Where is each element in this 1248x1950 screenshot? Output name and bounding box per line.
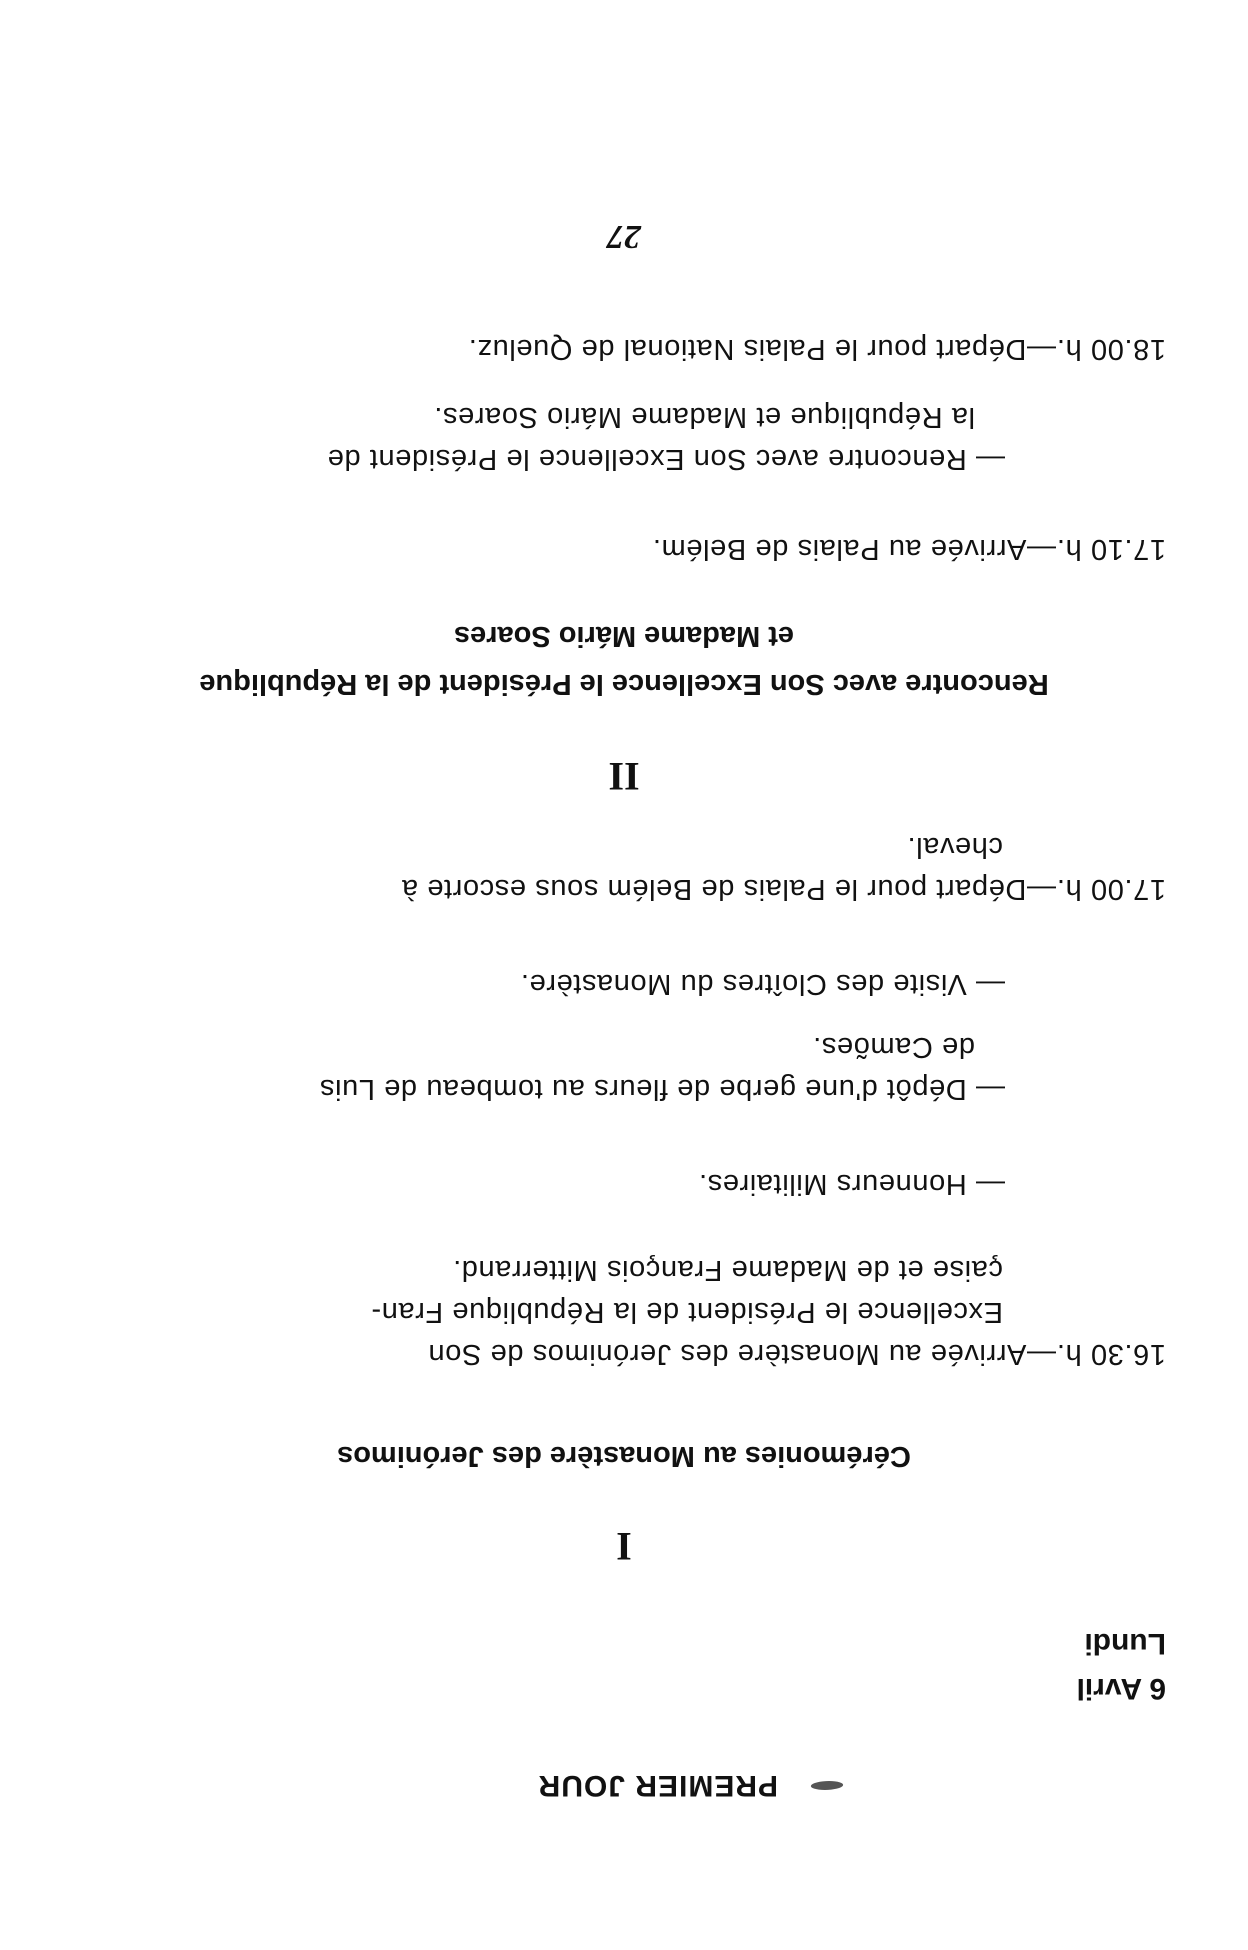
list-item [65, 1026, 1005, 1110]
entry-text: Départ pour le Palais National de Queluz. [468, 333, 1027, 365]
section-1-numeral: I [616, 1524, 632, 1569]
list-item [65, 1163, 1005, 1205]
date-label: 6 Avril [1076, 1672, 1166, 1705]
entry-dash: — [1026, 1338, 1056, 1370]
list-item-text: — Rencontre avec Son Excellence le Président de [327, 443, 1005, 475]
weekday-label: Lundi [1084, 1627, 1166, 1660]
entry-text: cheval. [906, 831, 1003, 863]
list-item-text: la République et Madame Mário Soares. [433, 401, 975, 433]
section-2-title: Rencontre avec Son Excellence le Président de la République [199, 668, 1049, 700]
entry-time: 16.30 h. [1056, 1338, 1166, 1370]
list-item-text: — Honneurs Militaires. [698, 1168, 1005, 1200]
entry-dash: — [1026, 873, 1056, 905]
entry-text: Arrivée au Palais de Belém. [652, 533, 1027, 565]
section-2-subtitle: et Madame Mário Soares [453, 620, 795, 652]
entry-text: çaise et de Madame François Mitterrand. [452, 1254, 1003, 1286]
list-item-text: de Camões. [812, 1031, 975, 1063]
entry-text: Excellence le Président de la République Fran- [370, 1296, 1003, 1328]
entry-dash: — [1026, 333, 1056, 365]
page-number: 27 [607, 218, 641, 255]
ink-mark [809, 1781, 845, 1790]
entry-time: 18.00 h. [1056, 333, 1166, 365]
list-item [65, 963, 1005, 1005]
entry-text: Arrivée au Monastère des Jerónimos de Son [427, 1338, 1027, 1370]
list-item [65, 396, 1005, 480]
schedule-entry-1710 [66, 528, 1166, 570]
schedule-entry-1700 [66, 826, 1166, 910]
entry-time: 17.10 h. [1056, 533, 1166, 565]
schedule-entry-1630 [66, 1249, 1166, 1375]
entry-time: 17.00 h. [1056, 873, 1166, 905]
section-2-numeral: II [608, 754, 640, 799]
list-item-text: — Dépôt d'une gerbe de fleurs au tombeau de Luis [319, 1073, 1005, 1105]
page-title: PREMIER JOUR [537, 1769, 778, 1802]
schedule-entry-1800 [66, 328, 1166, 370]
section-1-title: Cérémonies au Monastère des Jerónimos [337, 1440, 911, 1472]
entry-text: Départ pour le Palais de Belém sous escorte à [401, 873, 1027, 905]
list-item-text: — Visite des Cloîtres du Monastère. [520, 968, 1005, 1000]
entry-dash: — [1026, 533, 1056, 565]
